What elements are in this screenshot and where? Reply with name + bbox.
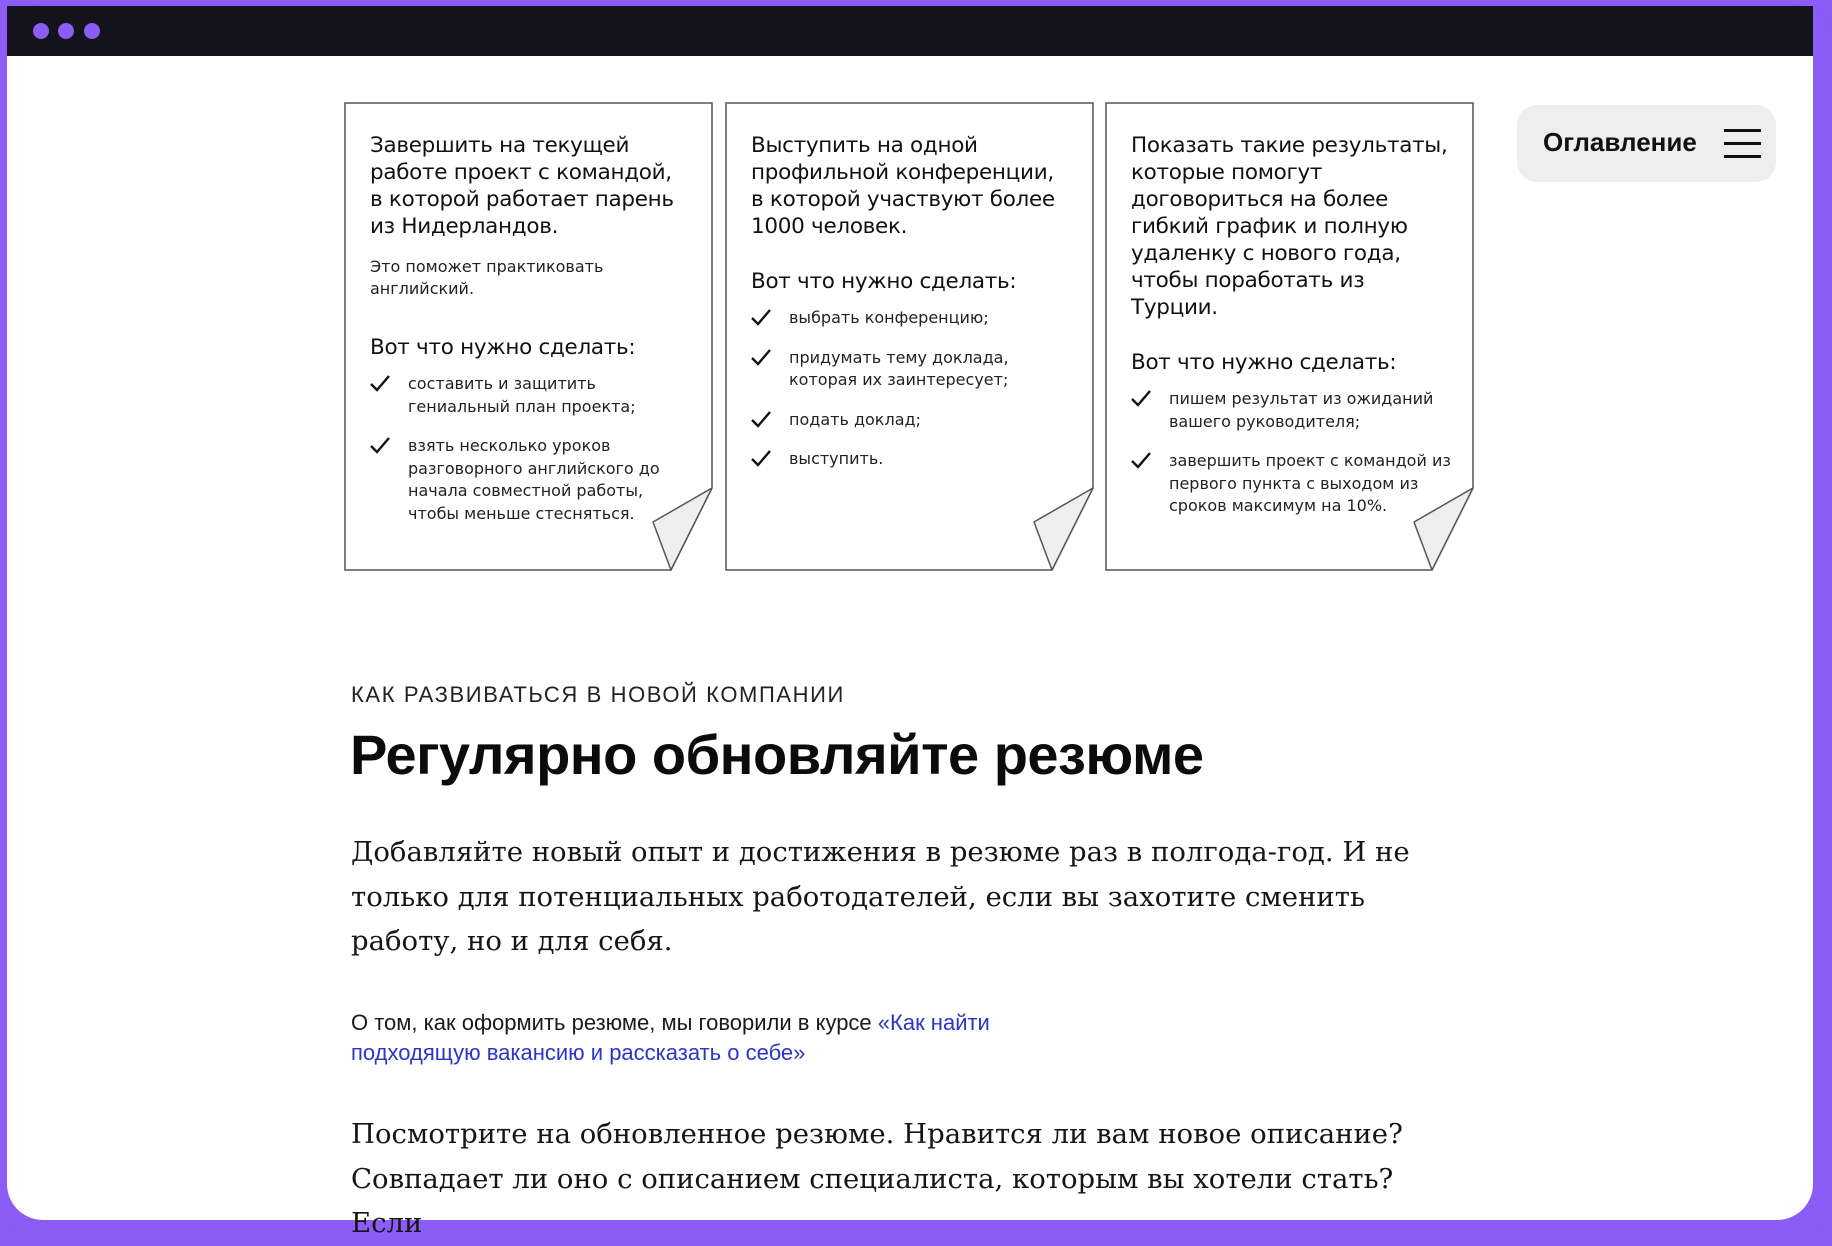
- check-icon: [1131, 452, 1151, 470]
- card-subheading: Вот что нужно сделать:: [370, 335, 636, 360]
- checklist-item: [370, 373, 690, 418]
- checklist-item-text: придумать тему доклада, которая их заинтересует;: [789, 347, 1009, 389]
- toc-label: Оглавление: [1543, 127, 1697, 157]
- course-link[interactable]: «Как найти подходящую вакансию и рассказать о себе»: [351, 1010, 990, 1065]
- card-heading: Завершить на текущей работе проект с командой, в которой работает парень из Нидерландов.: [370, 133, 674, 239]
- checklist-item-text: выступить.: [789, 449, 884, 468]
- checklist-item: [751, 448, 1071, 471]
- card-subheading: Вот что нужно сделать:: [751, 269, 1017, 294]
- checklist-item-text: выбрать конференцию;: [789, 308, 989, 327]
- window-dot-close[interactable]: [33, 23, 49, 39]
- browser-window: [7, 6, 1813, 1239]
- check-icon: [370, 375, 390, 393]
- article-paragraph-2: Посмотрите на обновленное резюме. Нравится ли вам новое описание? Совпадает ли оно с описанием специалиста, которым вы хотели стать? Если: [351, 1118, 1403, 1239]
- check-icon: [370, 437, 390, 455]
- check-icon: [751, 450, 771, 468]
- checklist-item-text: пишем результат из ожиданий вашего руководителя;: [1169, 389, 1434, 431]
- goal-card-3: [1105, 102, 1473, 570]
- check-icon: [751, 349, 771, 367]
- page-title: Регулярно обновляйте резюме: [350, 723, 1204, 786]
- card-heading: Выступить на одной профильной конференции, в которой участвуют более 1000 человек.: [751, 133, 1055, 239]
- checklist-item: [751, 409, 1071, 432]
- checklist: [751, 307, 1071, 471]
- course-note-text: О том, как оформить резюме, мы говорили в курсе: [351, 1010, 878, 1035]
- card-heading: Показать такие результаты, которые помогут договориться на более гибкий график и полную удаленку с нового года, чтобы поработать из Турции.: [1131, 133, 1448, 320]
- goal-card-1: [344, 102, 712, 570]
- menu-icon: [1724, 129, 1761, 159]
- checklist: [1131, 388, 1451, 518]
- checklist-item-text: составить и защитить гениальный план проекта;: [408, 374, 636, 416]
- checklist: [370, 373, 690, 525]
- checklist-item: [1131, 388, 1451, 433]
- checklist-item: [751, 347, 1071, 392]
- checklist-item-text: завершить проект с командой из первого пункта с выходом из сроков максимум на 10%.: [1169, 451, 1451, 515]
- checklist-item-text: взять несколько уроков разговорного английского до начала совместной работы, чтобы меньше стесняться.: [408, 436, 660, 523]
- window-dot-maximize[interactable]: [84, 23, 100, 39]
- window-dot-minimize[interactable]: [58, 23, 74, 39]
- course-note: [351, 1008, 1071, 1068]
- checklist-item-text: подать доклад;: [789, 409, 921, 429]
- check-icon: [751, 309, 771, 327]
- article-paragraph-1: Добавляйте новый опыт и достижения в резюме раз в полгода-год. И не только для потенциальных работодателей, если вы захотите сменить работу, но и для себя.: [351, 836, 1410, 957]
- checklist-item: [751, 307, 1071, 330]
- section-eyebrow: КАК РАЗВИВАТЬСЯ В НОВОЙ КОМПАНИИ: [351, 682, 845, 707]
- card-subheading: Вот что нужно сделать:: [1131, 350, 1397, 375]
- checklist-item: [370, 435, 690, 525]
- title-bar: [7, 6, 1813, 56]
- check-icon: [1131, 390, 1151, 408]
- goal-card-2: [725, 102, 1093, 570]
- check-icon: [751, 411, 771, 429]
- checklist-item: [1131, 450, 1451, 518]
- card-note: Это поможет практиковать английский.: [370, 257, 604, 298]
- toc-button[interactable]: [1517, 105, 1776, 182]
